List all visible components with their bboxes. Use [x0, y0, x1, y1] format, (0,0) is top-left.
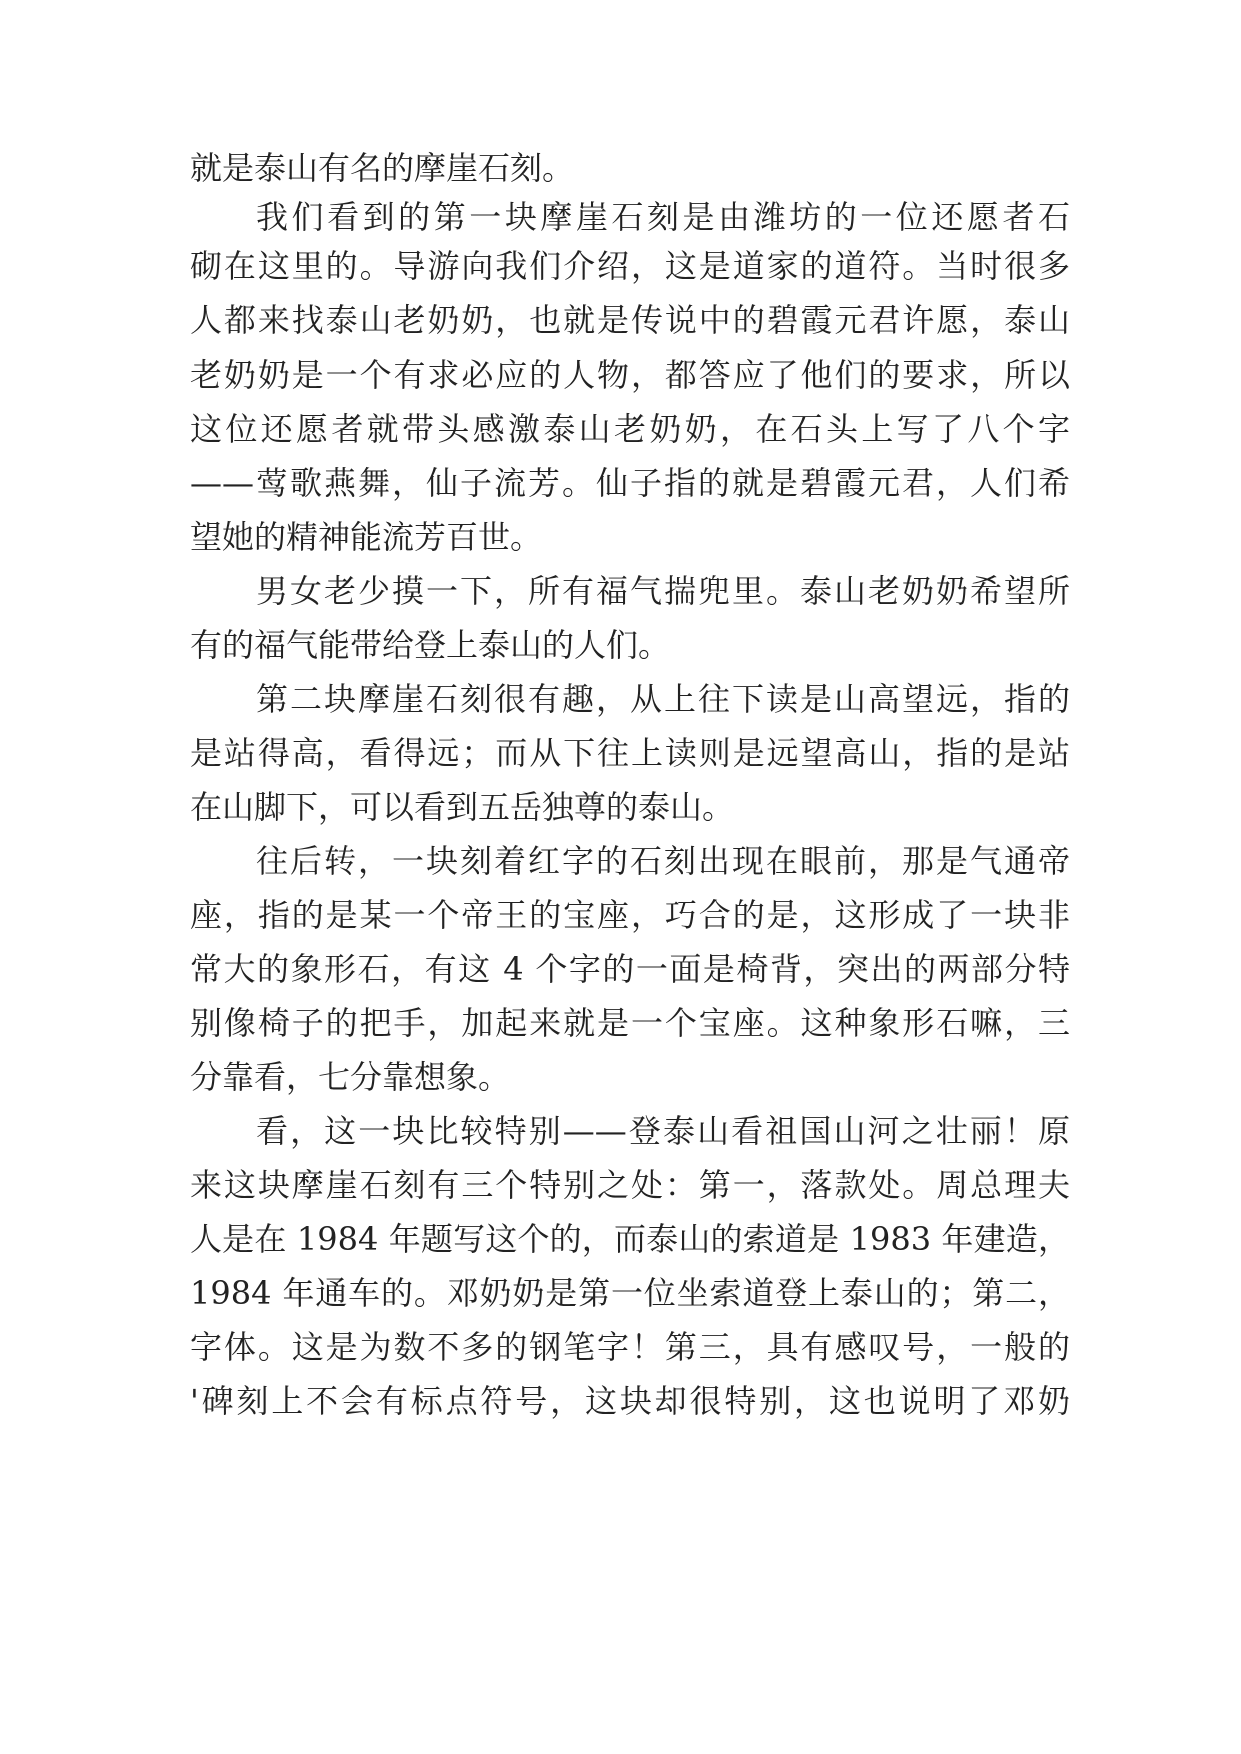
text-line: 这位还愿者就带头感激泰山老奶奶，在石头上写了八个字 — [190, 410, 1070, 448]
text-line: 座，指的是某一个帝王的宝座，巧合的是，这形成了一块非 — [190, 896, 1070, 934]
text-line: 常大的象形石，有这 4 个字的一面是椅背，突出的两部分特 — [190, 950, 1070, 988]
text-line: '碑刻上不会有标点符号，这块却很特别，这也说明了邓奶 — [190, 1382, 1070, 1420]
text-line: 往后转，一块刻着红字的石刻出现在眼前，那是气通帝 — [256, 842, 1070, 880]
text-line: 在山脚下，可以看到五岳独尊的泰山。 — [190, 788, 735, 826]
text-line: 来这块摩崖石刻有三个特别之处：第一，落款处。周总理夫 — [190, 1166, 1070, 1204]
text-line: 望她的精神能流芳百世。 — [190, 518, 543, 556]
text-line: 我们看到的第一块摩崖石刻是由潍坊的一位还愿者石 — [256, 198, 1070, 236]
text-line: 有的福气能带给登上泰山的人们。 — [190, 626, 671, 664]
text-line: 人都来找泰山老奶奶，也就是传说中的碧霞元君许愿，泰山 — [190, 301, 1070, 339]
text-line: 男女老少摸一下，所有福气揣兜里。泰山老奶奶希望所 — [256, 572, 1070, 610]
text-line: 别像椅子的把手，加起来就是一个宝座。这种象形石嘛，三 — [190, 1004, 1070, 1042]
text-line: 老奶奶是一个有求必应的人物，都答应了他们的要求，所以 — [190, 356, 1070, 394]
text-line: 分靠看，七分靠想象。 — [190, 1058, 511, 1096]
text-line: 砌在这里的。导游向我们介绍，这是道家的道符。当时很多 — [190, 247, 1070, 285]
text-line: 就是泰山有名的摩崖石刻。 — [190, 149, 575, 187]
text-line: 字体。这是为数不多的钢笔字！第三，具有感叹号，一般的 — [190, 1328, 1070, 1366]
text-line: ——莺歌燕舞，仙子流芳。仙子指的就是碧霞元君，人们希 — [190, 464, 1070, 502]
text-line: 是站得高，看得远；而从下往上读则是远望高山，指的是站 — [190, 734, 1070, 772]
text-line: 看，这一块比较特别——登泰山看祖国山河之壮丽！原 — [256, 1112, 1070, 1150]
text-line: 第二块摩崖石刻很有趣，从上往下读是山高望远，指的 — [256, 680, 1070, 718]
text-line: 人是在 1984 年题写这个的，而泰山的索道是 1983 年建造， — [190, 1220, 1070, 1258]
text-line: 1984 年通车的。邓奶奶是第一位坐索道登上泰山的；第二， — [190, 1274, 1070, 1312]
